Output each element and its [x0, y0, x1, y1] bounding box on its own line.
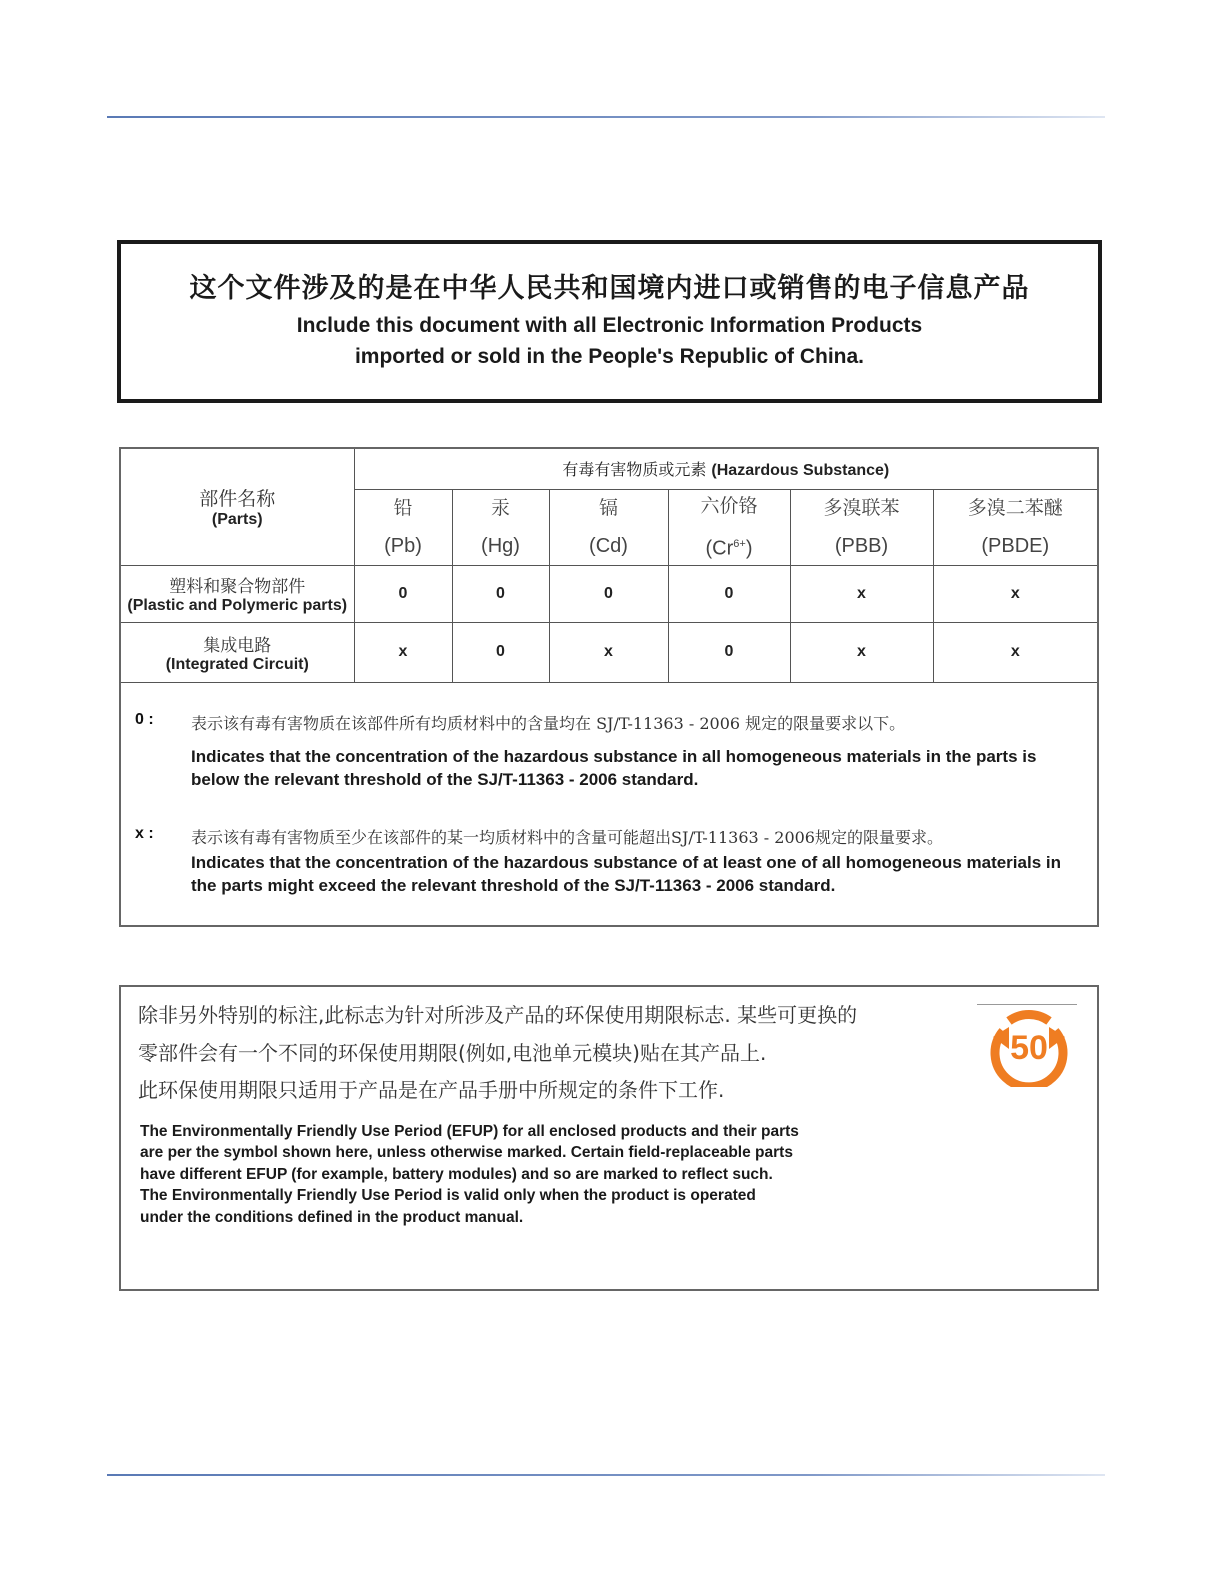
efup-box	[119, 985, 1099, 1291]
efup-en-line: The Environmentally Friendly Use Period is valid only when the product is operated	[140, 1187, 756, 1205]
table-cell: 0	[549, 565, 668, 622]
element-header-hg	[452, 489, 549, 565]
element-cn-pb: 铅	[393, 497, 413, 519]
table-row-plastic	[121, 565, 1097, 622]
element-cn-cd: 镉	[598, 497, 618, 519]
table-row-ic	[121, 622, 1097, 682]
legend-zero-chinese: 表示该有毒有害物质在该部件所有均质材料中的含量均在 SJ/T-11363 - 2006 规定的限量要求以下。	[191, 714, 906, 733]
legend-x-mark: x :	[135, 825, 154, 842]
efup-en-line: The Environmentally Friendly Use Period (EFUP) for all enclosed products and their parts	[140, 1123, 799, 1140]
substance-header-chinese: 有毒有害物质或元素	[562, 460, 707, 480]
efup-en-line: under the conditions defined in the product manual.	[140, 1208, 524, 1226]
element-cn-cr6: 六价铬	[700, 494, 758, 517]
table-cell: x	[933, 565, 1097, 622]
hazardous-substance-table	[121, 449, 1097, 683]
legend-zero-english: Indicates that the concentration of the hazardous substance in all homogeneous materials in the parts is below the relevant threshold of the SJ/T-11363 - 2006 standard.	[191, 747, 1037, 789]
hazardous-substance-box	[119, 447, 1099, 927]
element-sym-cd: (Cd)	[589, 535, 628, 557]
row-label-cn: 塑料和聚合物部件	[169, 577, 306, 597]
table-cell: x	[790, 565, 933, 622]
efup-en-line: have different EFUP (for example, battery modules) and so are marked to reflect such.	[140, 1165, 773, 1183]
element-header-cr6	[668, 489, 790, 565]
row-label-ic	[121, 622, 354, 682]
header-english-title	[121, 310, 1098, 372]
header-chinese-title: 这个文件涉及的是在中华人民共和国境内进口或销售的电子信息产品	[189, 273, 1030, 304]
table-cell: 0	[668, 565, 790, 622]
top-rule	[107, 116, 1105, 118]
row-label-en: (Plastic and Polymeric parts)	[127, 597, 348, 614]
bottom-rule	[107, 1474, 1105, 1476]
element-sym-pbde: (PBDE)	[981, 535, 1050, 557]
parts-header-chinese: 部件名称	[199, 488, 276, 511]
efup-chinese-text	[138, 997, 958, 1110]
table-cell: 0	[452, 565, 549, 622]
parts-header-english: (Parts)	[211, 511, 263, 529]
efup-cn-line: 此环保使用期限只适用于产品是在产品手册中所规定的条件下工作.	[138, 1078, 725, 1102]
legend-x-chinese: 表示该有毒有害物质至少在该部件的某一均质材料中的含量可能超出SJ/T-11363 - 2006规定的限量要求。	[191, 828, 943, 847]
legend-x-english: Indicates that the concentration of the hazardous substance of at least one of all homogeneous materials in the parts might exceed the relevant threshold of the SJ/T-11363 - 2006 standard.	[191, 853, 1061, 895]
header-box	[117, 240, 1102, 403]
header-english-line-2: imported or sold in the People's Republic of China.	[354, 345, 865, 368]
table-cell: 0	[452, 622, 549, 682]
table-cell: x	[790, 622, 933, 682]
header-english-line-1: Include this document with all Electronic Information Products	[296, 314, 923, 337]
efup-cn-line: 除非另外特别的标注,此标志为针对所涉及产品的环保使用期限标志. 某些可更换的	[138, 1003, 858, 1027]
row-label-en: (Integrated Circuit)	[165, 655, 309, 673]
element-sym-cr6: $(Cr^{6+})$	[705, 537, 753, 560]
element-header-pb	[354, 489, 452, 565]
element-sym-pb: (Pb)	[384, 535, 422, 557]
efup-logo-divider	[977, 1004, 1077, 1005]
parts-header	[121, 449, 354, 565]
hazardous-substance-header	[354, 449, 1097, 489]
efup-en-line: are per the symbol shown here, unless otherwise marked. Certain field-replaceable parts	[140, 1144, 793, 1162]
table-cell: x	[933, 622, 1097, 682]
table-cell: x	[354, 622, 452, 682]
row-label-cn: 集成电路	[203, 635, 272, 656]
row-label-plastic	[121, 565, 354, 622]
element-header-pbde	[933, 489, 1097, 565]
element-cn-hg: 汞	[490, 497, 510, 519]
efup-50-icon	[979, 1007, 1079, 1087]
table-cell: 0	[668, 622, 790, 682]
legend-zero-mark: 0 :	[135, 711, 154, 728]
table-cell: x	[549, 622, 668, 682]
element-header-cd	[549, 489, 668, 565]
element-sym-pbb: (PBB)	[834, 535, 889, 557]
element-cn-pbb: 多溴联苯	[823, 497, 900, 519]
substance-header-english: (Hazardous Substance)	[711, 462, 890, 480]
efup-cn-line: 零部件会有一个不同的环保使用期限(例如,电池单元模块)贴在其产品上.	[138, 1040, 767, 1065]
element-sym-hg: (Hg)	[481, 535, 520, 557]
table-cell: 0	[354, 565, 452, 622]
efup-number: 50	[1010, 1029, 1048, 1067]
efup-english-text	[140, 1121, 840, 1228]
element-header-pbb	[790, 489, 933, 565]
element-cn-pbde: 多溴二苯醚	[967, 497, 1063, 519]
